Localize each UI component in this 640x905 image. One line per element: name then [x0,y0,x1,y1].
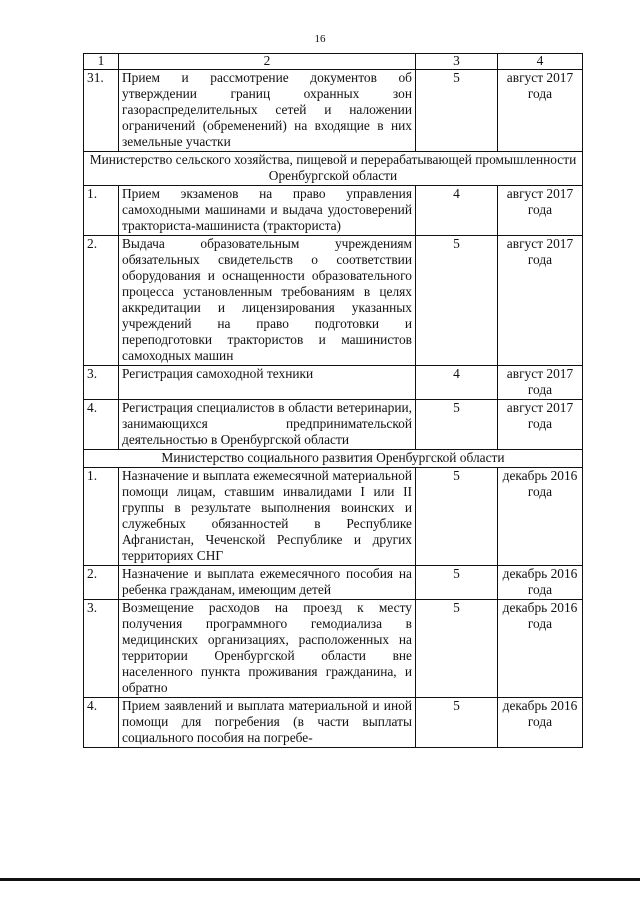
row-number: 3. [84,600,119,698]
column-number-row [84,54,583,70]
bottom-rule [0,878,640,881]
service-description: Выдача образовательным учреждениям обязательных свидетельств о соответствии оборудования и оснащенности образовательного процесса установленным требованиям в целях аккредитации и лицензирования указанных учреждений на право подготовки и переподготовки трактористов и машинистов самоходных машин [119,236,416,366]
service-count: 4 [416,366,498,400]
ministry-heading: Министерство сельского хозяйства, пищевой и перерабатывающей промышленности Оренбургской области [84,152,583,186]
row-number: 3. [84,366,119,400]
service-count: 5 [416,698,498,748]
deadline: декабрь 2016 года [498,698,583,748]
service-count: 5 [416,400,498,450]
deadline: август 2017 года [498,366,583,400]
row-number: 4. [84,400,119,450]
row-number: 4. [84,698,119,748]
row-number: 31. [84,70,119,152]
table-row [84,600,583,698]
page-number: 16 [314,33,326,45]
deadline: август 2017 года [498,70,583,152]
deadline: декабрь 2016 года [498,468,583,566]
column-number-4: 4 [498,54,583,70]
row-number: 1. [84,468,119,566]
table-row [84,366,583,400]
service-count: 5 [416,600,498,698]
ministry-section-row [84,450,583,468]
service-count: 5 [416,236,498,366]
service-description: Регистрация самоходной техники [119,366,416,400]
service-description: Прием заявлений и выплата материальной и иной помощи для погребения (в части выплаты социального пособия на погребе- [119,698,416,748]
column-number-2: 2 [119,54,416,70]
ministry-section-row [84,152,583,186]
service-count: 5 [416,566,498,600]
column-number-3: 3 [416,54,498,70]
row-number: 1. [84,186,119,236]
table-row [84,400,583,450]
row-number: 2. [84,566,119,600]
service-description: Регистрация специалистов в области ветеринарии, занимающихся предпринимательской деятельностью в Оренбургской области [119,400,416,450]
deadline: август 2017 года [498,236,583,366]
table-row [84,698,583,748]
service-description: Назначение и выплата ежемесячной материальной помощи лицам, ставшим инвалидами I или II группы в результате выполнения воинских и служебных обязанностей в Республике Афганистан, Чеченской Республике и других территориях СНГ [119,468,416,566]
table-row [84,236,583,366]
service-description: Прием и рассмотрение документов об утверждении границ охранных зон газораспределительных сетей и наложении ограничений (обременений) на входящие в них земельные участки [119,70,416,152]
ministry-heading: Министерство социального развития Оренбургской области [84,450,583,468]
table-row [84,70,583,152]
table-row [84,186,583,236]
service-description: Назначение и выплата ежемесячного пособия на ребенка гражданам, имеющим детей [119,566,416,600]
service-description: Прием экзаменов на право управления самоходными машинами и выдача удостоверений тракториста-машиниста (тракториста) [119,186,416,236]
table-row [84,566,583,600]
service-count: 4 [416,186,498,236]
deadline: декабрь 2016 года [498,600,583,698]
deadline: август 2017 года [498,400,583,450]
services-table [83,53,583,748]
service-description: Возмещение расходов на проезд к месту получения программного гемодиализа в медицинских организациях, расположенных на территории Оренбургской области вне населенного пункта проживания гражданина, и обратно [119,600,416,698]
column-number-1: 1 [84,54,119,70]
table-row [84,468,583,566]
deadline: декабрь 2016 года [498,566,583,600]
deadline: август 2017 года [498,186,583,236]
service-count: 5 [416,70,498,152]
row-number: 2. [84,236,119,366]
service-count: 5 [416,468,498,566]
